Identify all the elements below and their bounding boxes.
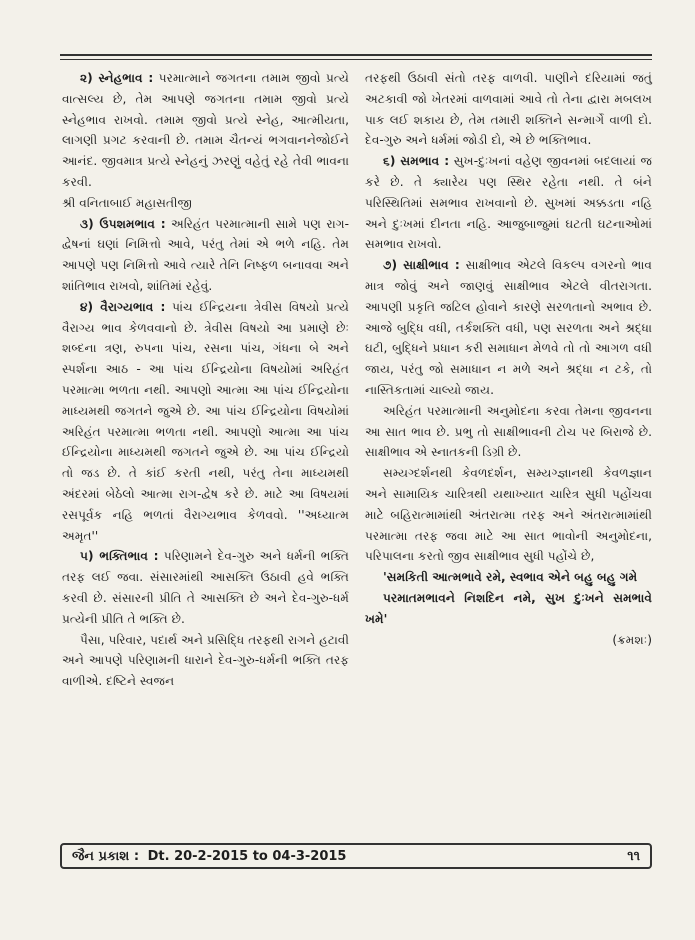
paragraph-paisa: પૈસા, પરિવાર, પદાર્થ અને પ્રસિદ્ધિ તરફથી રાગને હટાવી અને આપણે પરિણામની ધારાને દેવ-ગુરુ-ધર્મની ભક્તિ તરફ વાળીએ. દષ્ટિને સ્વજન xyxy=(62,632,349,689)
top-rule xyxy=(60,54,652,56)
section-snehbhav: ૨) સ્નેહભાવ : પરમાત્માને જગતના તમામ જીવો પ્રત્યે વાત્સલ્ય છે, તેમ આપણે જગતના તમામ જીવો પ્રત્યે સ્નેહભાવ રાખવો. તમામ જીવો પ્રત્યે સ્નેહ, આત્મીયતા, લાગણી પ્રગટ કરવાની છે. તમામ ચૈતન્યં ભગવાનનેજોઈને આનંદ. જીવમાત્ર પ્રત્યે સ્નેહનું ઝરણું વહેતું રહે તેવી ભાવના કરવી. xyxy=(62,71,349,189)
page-number: ૧૧ xyxy=(627,848,640,864)
section-sakshibhav: ૭) સાક્ષીભાવ : સાક્ષીભાવ એટલે વિકલ્પ વગરનો ભાવ માત્ર જોવું અને જાણવું સાક્ષીભાવ એટલે વીતરાગતા. આપણી પ્રકૃતિ જટિલ હોવાને કારણે સરળતાનો અભાવ છે. આજે બુદ્ધિ વધી, તર્કશક્તિ વધી, પણ સરળતા અને શ્રદ્ધા ઘટી, બુદ્ધિને પ્રધાન કરી સમાધાન મેળવે તો તો આગળ વધી જાય, પરંતુ જો સમાધાન ન મળે અને શ્રદ્ધા ન ટકે, તો નાસ્તિકતામાં ચાલ્યો જાય. xyxy=(365,258,653,397)
paragraph-samyag: સમ્યગ્દર્શનથી કેવળદર્શન, સમ્યગ્જ્ઞાનથી કેવળજ્ઞાન અને સામાયિક ચારિત્રથી યથાખ્યાત ચારિત્ર સુધી પહોંચવા માટે બહિરાત્મામાંથી અંતરાત્મા તરફ અને અંતરાત્મામાંથી પરમાત્મા તરફ જવા માટે આ સાત ભાવોની અનુમોદના, પરિપાલના કરતો જીવ સાક્ષીભાવ સુધી પહોંચે છે, xyxy=(365,466,652,564)
section-upshambhav: ૩) ઉપશમભાવ : અરિહંત પરમાત્માની સામે પણ રાગ-દ્વેષનાં ઘણાં નિમિત્તો આવે, પરંતુ તેમાં એ ભળે નહિ. તેમ આપણે પણ નિમિત્તો આવે ત્યારે તેનિ નિષ્ફળ બનાવવા અને શાંતિભાવ રાખવો, શાંતિમાં રહેવું. xyxy=(62,216,349,293)
article-columns xyxy=(62,68,652,838)
paragraph-continued: તરફથી ઉઠાવી સંતો તરફ વાળવી. પાણીને દરિયામાં જતું અટકાવી જો ખેતરમાં વાળવામાં આવે તો તેના દ્વારા મબલખ પાક લઈ શકાય છે, તેમ તમારી શક્તિને સન્માર્ગે વાળી દો. દેવ-ગુરુ અને ધર્મમાં જોડી દો, એ છે ભક્તિભાવ. xyxy=(365,71,652,148)
left-column xyxy=(62,68,349,838)
author-line: શ્રી વનિતાબાઈ મહાસતીજી xyxy=(62,195,192,210)
page-footer xyxy=(60,843,652,869)
quote-line-1: 'સમકિતી આત્મભાવે રમે, સ્વભાવ એને બહુ બહુ ગમે xyxy=(383,570,638,585)
footer-publication xyxy=(72,849,350,864)
right-column xyxy=(365,68,652,838)
section-sambhav: ૬) સમભાવ : સુખ-દુઃખનાં વહેણ જીવનમાં બદલાયાં જ કરે છે. તે ક્યારેય પણ સ્થિર રહેતા નથી. તે બંને પરિસ્થિતિમાં સમભાવ રાખવાનો છે. સુખમાં અક્કડતા નહિ અને દુઃખમાં દીનતા નહિ. આજુબાજુમાં ઘટતી ઘટનાઓમાં સમભાવ રાખવો. xyxy=(365,154,653,252)
issue-date: Dt. 20-2-2015 to 04-3-2015 xyxy=(147,848,347,864)
publication-name: જૈન પ્રકાશ : xyxy=(72,848,140,864)
section-bhaktibhav: ૫) ભક્તિભાવ : પરિણામને દેવ-ગુરુ અને ધર્મની ભક્તિ તરફ લઈ જવા. સંસારમાંથી આસક્તિ ઉઠાવી હવે ભક્તિ કરવી છે. સંસારની પ્રીતિ તે આસક્તિ છે અને દેવ-ગુરુ-ધર્મ પ્રત્યેની પ્રીતિ તે ભક્તિ છે. xyxy=(62,549,350,626)
quote-line-2: પરમાતમભાવને નિશદિન નમે, સુખ દુઃખને સમભાવે ખમે' xyxy=(365,590,652,626)
section-vairagyabhav: ૪) વૈરાગ્યભાવ : પાંચ ઈન્દ્રિયના ત્રેવીસ વિષયો પ્રત્યે વૈરાગ્ય ભાવ કેળવવાનો છે. ત્રેવીસ વિષયો આ પ્રમાણે છેઃ શબ્દના ત્રણ, રુપના પાંચ, રસના પાંચ, ગંધના બે અને સ્પર્શના આઠ - આ પાંચ ઈન્દ્રિયોના વિષયોમાં અરિહંત પરમાત્મા ભળતા નથી. આપણો આત્મા આ પાંચ ઈન્દ્રિયોના માધ્યમથી જગતને જુએ છે. આ પાંચ ઈન્દ્રિયોના વિષયોમાં અરિહંત પરમાત્મા ભળતા નથી. આપણો આત્મા આ પાંચ ઈન્દ્રિયોના માધ્યમથી જગતને જુએ છે. આ પાંચ ઈન્દ્રિયો તો જડ છે. તે કાંઈ કરતી નથી, પરંતુ તેના માધ્યમથી અંદરમાં બેઠેલો આત્મા રાગ-દ્વેષ કરે છે. માટે આ વિષયમાં રસપૂર્વક નહિ ભળતાં વૈરાગ્યભાવ કેળવવો. ''અધ્યાત્મ અમૃત'' xyxy=(62,299,350,543)
top-rule-thin xyxy=(60,59,652,60)
continued-label: (ક્રમશઃ) xyxy=(612,632,652,647)
paragraph-arihant: અરિહંત પરમાત્માની અનુમોદના કરવા તેમના જીવનના આ સાત ભાવ છે. પ્રભુ તો સાક્ષીભાવની ટોચ પર બિરાજે છે. સાક્ષીભાવ એ સ્નાતકની ડિગ્રી છે. xyxy=(365,403,652,460)
